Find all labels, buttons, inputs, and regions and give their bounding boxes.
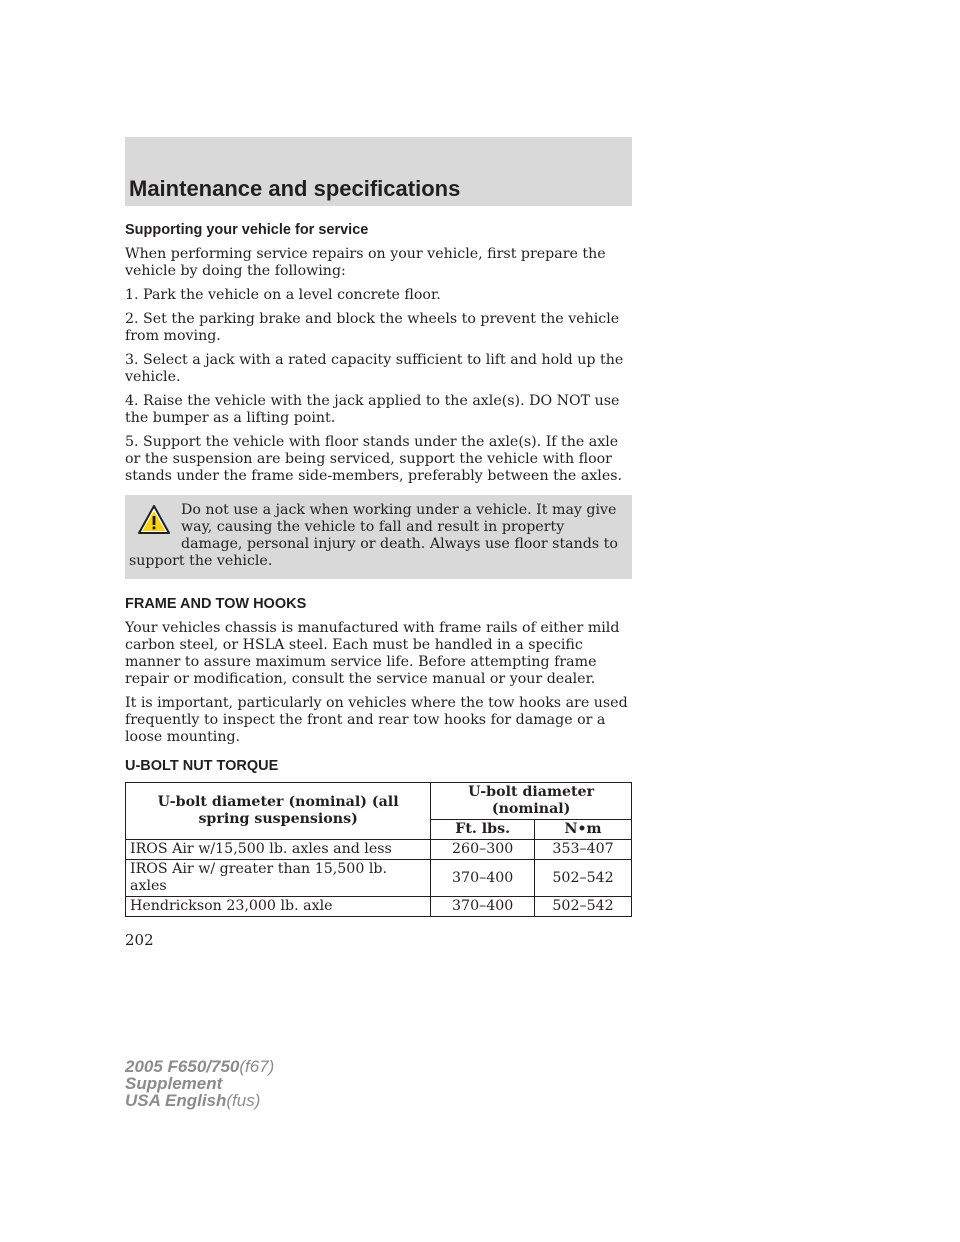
row-nm: 502–542 <box>535 897 632 917</box>
step-3: 3. Select a jack with a rated capacity sufficient to lift and hold up the vehicle. <box>125 352 624 385</box>
step-1: 1. Park the vehicle on a level concrete floor. <box>125 287 441 303</box>
row-label: Hendrickson 23,000 lb. axle <box>126 897 431 917</box>
table-subheader-nm: N•m <box>535 820 632 840</box>
page-title: Maintenance and specifications <box>129 176 461 201</box>
step-5: 5. Support the vehicle with floor stands under the axle(s). If the axle or the suspension are being serviced, support the vehicle with floor stands under the frame side-members, preferably between the axles. <box>125 434 623 484</box>
warning-triangle-icon <box>137 503 171 537</box>
warning-box <box>125 495 632 579</box>
header-band <box>125 137 632 206</box>
ubolt-heading: U-BOLT NUT TORQUE <box>125 758 279 774</box>
table-row <box>126 840 632 860</box>
table-header-diameter: U-bolt diameter (nominal) (all spring suspensions) <box>126 783 431 840</box>
row-label: IROS Air w/ greater than 15,500 lb. axles <box>126 860 431 897</box>
frame-paragraph: It is important, particularly on vehicles where the tow hooks are used frequently to inspect the front and rear tow hooks for damage or a loose mounting. <box>125 695 628 745</box>
frame-heading: FRAME AND TOW HOOKS <box>125 596 307 612</box>
page-content <box>125 222 632 917</box>
row-ftlbs: 370–400 <box>431 897 535 917</box>
step-2: 2. Set the parking brake and block the wheels to prevent the vehicle from moving. <box>125 311 620 344</box>
row-label: IROS Air w/15,500 lb. axles and less <box>126 840 431 860</box>
page-number: 202 <box>125 931 154 949</box>
row-nm: 502–542 <box>535 860 632 897</box>
table-row <box>126 897 632 917</box>
frame-paragraph: Your vehicles chassis is manufactured with frame rails of either mild carbon steel, or HSLA steel. Each must be handled in a specific manner to assure maximum service life. Before attempting frame repair or modification, consult the service manual or your dealer. <box>125 620 620 687</box>
footer-model-code: (f67) <box>239 1057 275 1076</box>
support-heading: Supporting your vehicle for service <box>125 222 369 238</box>
footer-lang: USA English <box>125 1091 227 1110</box>
row-ftlbs: 260–300 <box>431 840 535 860</box>
footer-lang-code: (fus) <box>226 1091 261 1110</box>
step-4: 4. Raise the vehicle with the jack applied to the axle(s). DO NOT use the bumper as a lifting point. <box>125 393 620 426</box>
row-ftlbs: 370–400 <box>431 860 535 897</box>
table-header-torque: U-bolt diameter (nominal) <box>431 783 632 820</box>
footer-model: 2005 F650/750 <box>125 1057 240 1076</box>
warning-text: Do not use a jack when working under a vehicle. It may give way, causing the vehicle to fall and result in property damage, personal injury or death. Always use floor stands to support the vehicle. <box>129 502 618 569</box>
footer-doc-info <box>125 1058 274 1109</box>
row-nm: 353–407 <box>535 840 632 860</box>
table-row <box>126 860 632 897</box>
ubolt-torque-table <box>125 782 632 917</box>
support-intro: When performing service repairs on your vehicle, first prepare the vehicle by doing the following: <box>125 246 606 279</box>
table-subheader-ftlbs: Ft. lbs. <box>431 820 535 840</box>
footer-doc: Supplement <box>125 1074 223 1093</box>
